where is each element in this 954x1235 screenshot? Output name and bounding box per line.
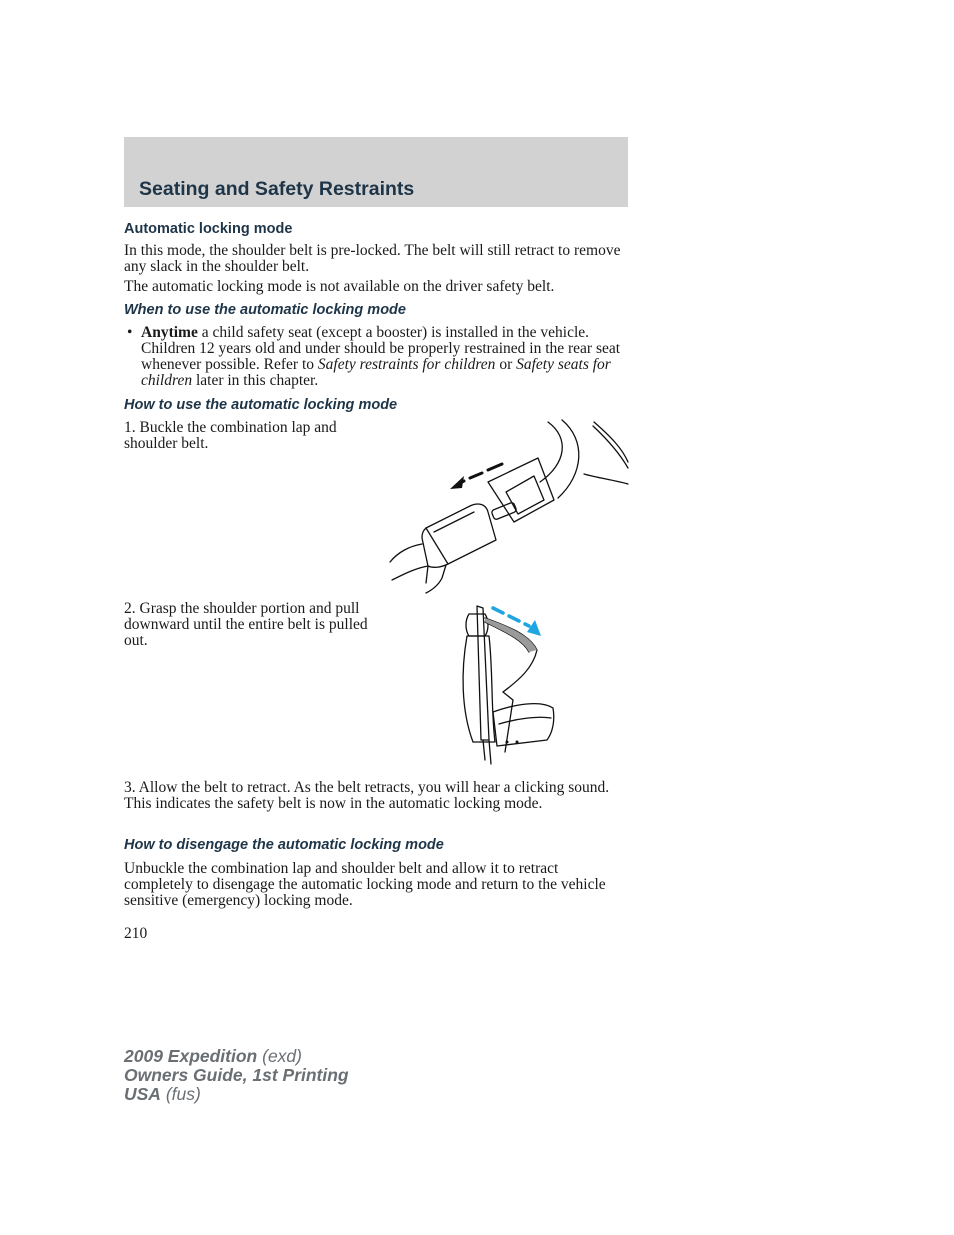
when-bullet bbox=[124, 325, 628, 389]
seat-shoulder-belt-illustration bbox=[455, 600, 565, 770]
footer-line-1 bbox=[124, 1047, 349, 1066]
step-3: 3. Allow the belt to retract. As the belt retracts, you will hear a clicking sound. This indicates the safety belt is now in the automatic locking mode. bbox=[124, 779, 610, 812]
bullet-text bbox=[141, 325, 628, 389]
ref-safety-seats-link[interactable]: Safety seats for children bbox=[141, 356, 611, 389]
how-heading: How to use the automatic locking mode bbox=[124, 397, 398, 413]
bullet-text-1: a child safety seat (except a booster) is installed in the vehicle. Children 12 years old and under should be properly restrained in the rear seat whenever possible. Refer to bbox=[141, 324, 621, 373]
header-band bbox=[124, 137, 628, 207]
footer-line-3 bbox=[124, 1085, 349, 1104]
section-para-2: The automatic locking mode is not available on the driver safety belt. bbox=[124, 278, 555, 295]
disengage-heading: How to disengage the automatic locking mode bbox=[124, 837, 444, 853]
ref-safety-restraints-link[interactable]: Safety restraints for children bbox=[317, 356, 496, 373]
page-title: Seating and Safety Restraints bbox=[139, 178, 415, 200]
footer bbox=[124, 1047, 349, 1104]
footer-model: 2009 Expedition bbox=[124, 1046, 258, 1066]
step-2: 2. Grasp the shoulder portion and pull downward until the entire belt is pulled out. bbox=[124, 600, 368, 649]
bullet-text-3: later in this chapter. bbox=[192, 372, 319, 389]
footer-model-code: (exd) bbox=[257, 1046, 302, 1066]
section-para-1: In this mode, the shoulder belt is pre-locked. The belt will still retract to remove any slack in the shoulder belt. bbox=[124, 242, 621, 275]
footer-market: USA bbox=[124, 1084, 161, 1104]
footer-line-2: Owners Guide, 1st Printing bbox=[124, 1065, 349, 1085]
page-number: 210 bbox=[124, 925, 148, 942]
bullet-text-2: or bbox=[495, 356, 517, 373]
footer-market-code: (fus) bbox=[160, 1084, 201, 1104]
bullet-marker: • bbox=[127, 324, 133, 341]
bullet-lead: Anytime bbox=[141, 324, 198, 341]
step-1: 1. Buckle the combination lap and shoulder belt. bbox=[124, 419, 337, 452]
when-heading: When to use the automatic locking mode bbox=[124, 302, 406, 318]
disengage-para: Unbuckle the combination lap and shoulder belt and allow it to retract completely to disengage the automatic locking mode and return to the vehicle sensitive (emergency) locking mode. bbox=[124, 860, 606, 909]
seatbelt-buckle-illustration bbox=[388, 418, 628, 593]
section-heading: Automatic locking mode bbox=[124, 221, 293, 237]
